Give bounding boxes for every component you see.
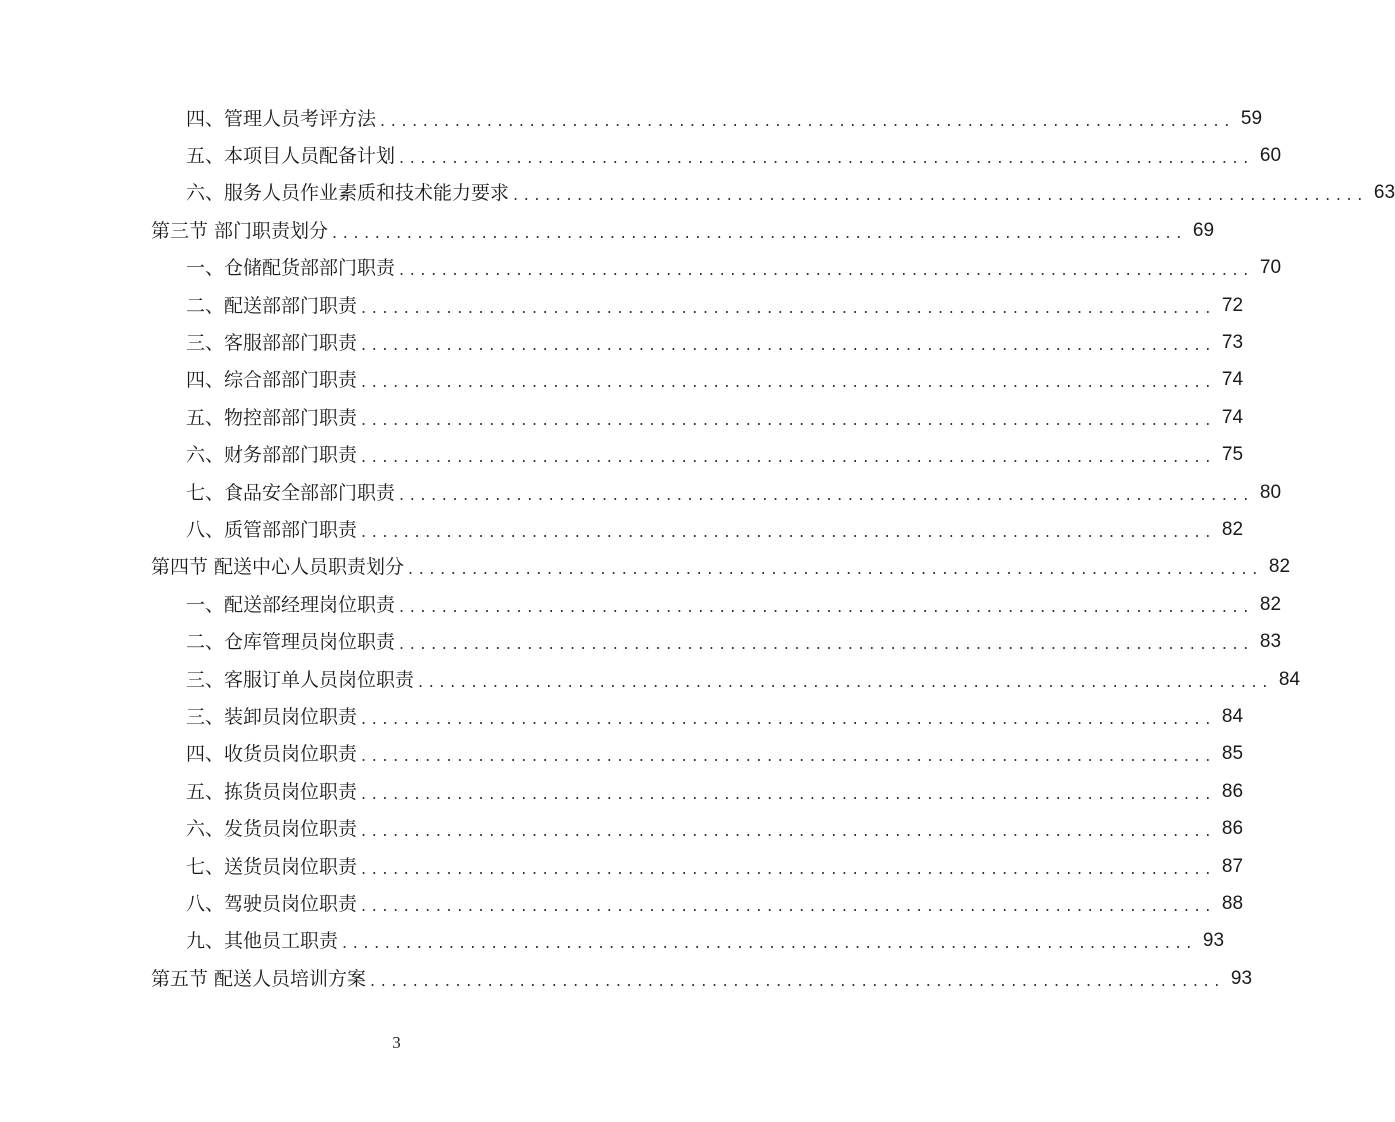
toc-dot-leader: ................................................................................ xyxy=(361,746,1216,766)
toc-dot-leader: ................................................................................ xyxy=(399,596,1254,616)
toc-dot-leader: ................................................................................ xyxy=(361,447,1216,467)
toc-entry-page-number: 93 xyxy=(1202,930,1225,952)
toc-entry-title: 第三节 部门职责划分 xyxy=(151,219,329,242)
toc-entry-page-number: 82 xyxy=(1268,556,1291,578)
toc-dot-leader: ................................................................................ xyxy=(361,895,1216,915)
toc-entry-page-number: 93 xyxy=(1230,967,1253,989)
toc-dot-leader: ................................................................................ xyxy=(361,708,1216,728)
toc-entry[interactable] xyxy=(0,661,1301,698)
toc-entry[interactable] xyxy=(0,586,1282,623)
toc-entry-page-number: 80 xyxy=(1259,481,1282,503)
toc-entry-title: 第五节 配送人员培训方案 xyxy=(151,967,367,990)
toc-entry[interactable] xyxy=(0,324,1244,361)
toc-entry-page-number: 88 xyxy=(1221,892,1244,914)
table-of-contents xyxy=(0,100,1395,997)
toc-entry-page-number: 74 xyxy=(1221,369,1244,391)
toc-entry[interactable] xyxy=(0,698,1244,735)
toc-entry-page-number: 63 xyxy=(1373,182,1395,204)
page-number: 3 xyxy=(392,1033,401,1052)
toc-entry-page-number: 72 xyxy=(1221,294,1244,316)
toc-dot-leader: ................................................................................ xyxy=(370,970,1225,990)
toc-dot-leader: ................................................................................ xyxy=(361,858,1216,878)
toc-dot-leader: ................................................................................ xyxy=(332,222,1187,242)
toc-dot-leader: ................................................................................ xyxy=(380,110,1235,130)
toc-entry[interactable] xyxy=(0,399,1244,436)
toc-entry[interactable] xyxy=(0,923,1225,960)
toc-entry-title: 五、拣货员岗位职责 xyxy=(186,780,358,803)
toc-dot-leader: ................................................................................ xyxy=(361,783,1216,803)
toc-section-entry[interactable] xyxy=(0,212,1215,249)
toc-section-entry[interactable] xyxy=(0,960,1253,997)
toc-dot-leader: ................................................................................ xyxy=(361,521,1216,541)
toc-entry[interactable] xyxy=(0,848,1244,885)
toc-dot-leader: ................................................................................ xyxy=(399,260,1254,280)
toc-entry-title: 七、食品安全部部门职责 xyxy=(186,481,396,504)
toc-entry-page-number: 85 xyxy=(1221,743,1244,765)
toc-entry-page-number: 86 xyxy=(1221,780,1244,802)
toc-entry-title: 一、配送部经理岗位职责 xyxy=(186,593,396,616)
toc-entry-page-number: 82 xyxy=(1259,593,1282,615)
toc-entry-title: 四、收货员岗位职责 xyxy=(186,743,358,766)
toc-entry-title: 四、管理人员考评方法 xyxy=(186,107,377,130)
toc-entry-page-number: 83 xyxy=(1259,631,1282,653)
toc-dot-leader: ................................................................................ xyxy=(408,559,1263,579)
toc-entry[interactable] xyxy=(0,623,1282,660)
toc-entry-title: 二、仓库管理员岗位职责 xyxy=(186,631,396,654)
toc-entry-page-number: 73 xyxy=(1221,332,1244,354)
toc-entry-page-number: 86 xyxy=(1221,818,1244,840)
toc-entry-title: 四、综合部部门职责 xyxy=(186,369,358,392)
toc-entry-page-number: 75 xyxy=(1221,444,1244,466)
toc-dot-leader: ................................................................................ xyxy=(399,484,1254,504)
toc-entry-title: 一、仓储配货部部门职责 xyxy=(186,257,396,280)
toc-entry[interactable] xyxy=(0,885,1244,922)
toc-dot-leader: ................................................................................ xyxy=(361,409,1216,429)
toc-section-entry[interactable] xyxy=(0,549,1291,586)
toc-dot-leader: ................................................................................ xyxy=(418,671,1273,691)
toc-entry-page-number: 87 xyxy=(1221,855,1244,877)
toc-entry-title: 六、财务部部门职责 xyxy=(186,444,358,467)
toc-entry[interactable] xyxy=(0,511,1244,548)
toc-entry-page-number: 70 xyxy=(1259,257,1282,279)
toc-entry-title: 二、配送部部门职责 xyxy=(186,294,358,317)
toc-entry[interactable] xyxy=(0,474,1282,511)
toc-entry[interactable] xyxy=(0,175,1395,212)
toc-entry[interactable] xyxy=(0,810,1244,847)
toc-entry-title: 八、驾驶员岗位职责 xyxy=(186,892,358,915)
toc-entry[interactable] xyxy=(0,773,1244,810)
toc-entry-page-number: 59 xyxy=(1240,107,1263,129)
toc-entry[interactable] xyxy=(0,362,1244,399)
toc-entry-title: 五、物控部部门职责 xyxy=(186,406,358,429)
toc-entry-page-number: 60 xyxy=(1259,145,1282,167)
toc-entry-title: 第四节 配送中心人员职责划分 xyxy=(151,556,405,579)
toc-entry-page-number: 82 xyxy=(1221,518,1244,540)
toc-dot-leader: ................................................................................ xyxy=(399,634,1254,654)
toc-dot-leader: ................................................................................ xyxy=(361,821,1216,841)
toc-dot-leader: ................................................................................ xyxy=(342,933,1197,953)
toc-entry[interactable] xyxy=(0,250,1282,287)
toc-dot-leader: ................................................................................ xyxy=(513,185,1368,205)
toc-entry-title: 六、发货员岗位职责 xyxy=(186,818,358,841)
toc-entry-title: 七、送货员岗位职责 xyxy=(186,855,358,878)
toc-entry-title: 六、服务人员作业素质和技术能力要求 xyxy=(186,182,510,205)
toc-entry-title: 三、客服订单人员岗位职责 xyxy=(186,668,415,691)
toc-entry-title: 九、其他员工职责 xyxy=(186,930,339,953)
toc-entry-title: 三、装卸员岗位职责 xyxy=(186,705,358,728)
toc-dot-leader: ................................................................................ xyxy=(399,148,1254,168)
toc-entry[interactable] xyxy=(0,100,1263,137)
toc-dot-leader: ................................................................................ xyxy=(361,335,1216,355)
toc-entry-page-number: 84 xyxy=(1221,705,1244,727)
toc-dot-leader: ................................................................................ xyxy=(361,297,1216,317)
toc-entry-title: 八、质管部部门职责 xyxy=(186,518,358,541)
toc-entry-title: 三、客服部部门职责 xyxy=(186,332,358,355)
toc-entry-title: 五、本项目人员配备计划 xyxy=(186,145,396,168)
toc-entry-page-number: 84 xyxy=(1278,668,1301,690)
toc-dot-leader: ................................................................................ xyxy=(361,372,1216,392)
toc-entry-page-number: 74 xyxy=(1221,406,1244,428)
toc-entry-page-number: 69 xyxy=(1192,219,1215,241)
toc-entry[interactable] xyxy=(0,137,1282,174)
toc-entry[interactable] xyxy=(0,736,1244,773)
toc-entry[interactable] xyxy=(0,437,1244,474)
toc-entry[interactable] xyxy=(0,287,1244,324)
